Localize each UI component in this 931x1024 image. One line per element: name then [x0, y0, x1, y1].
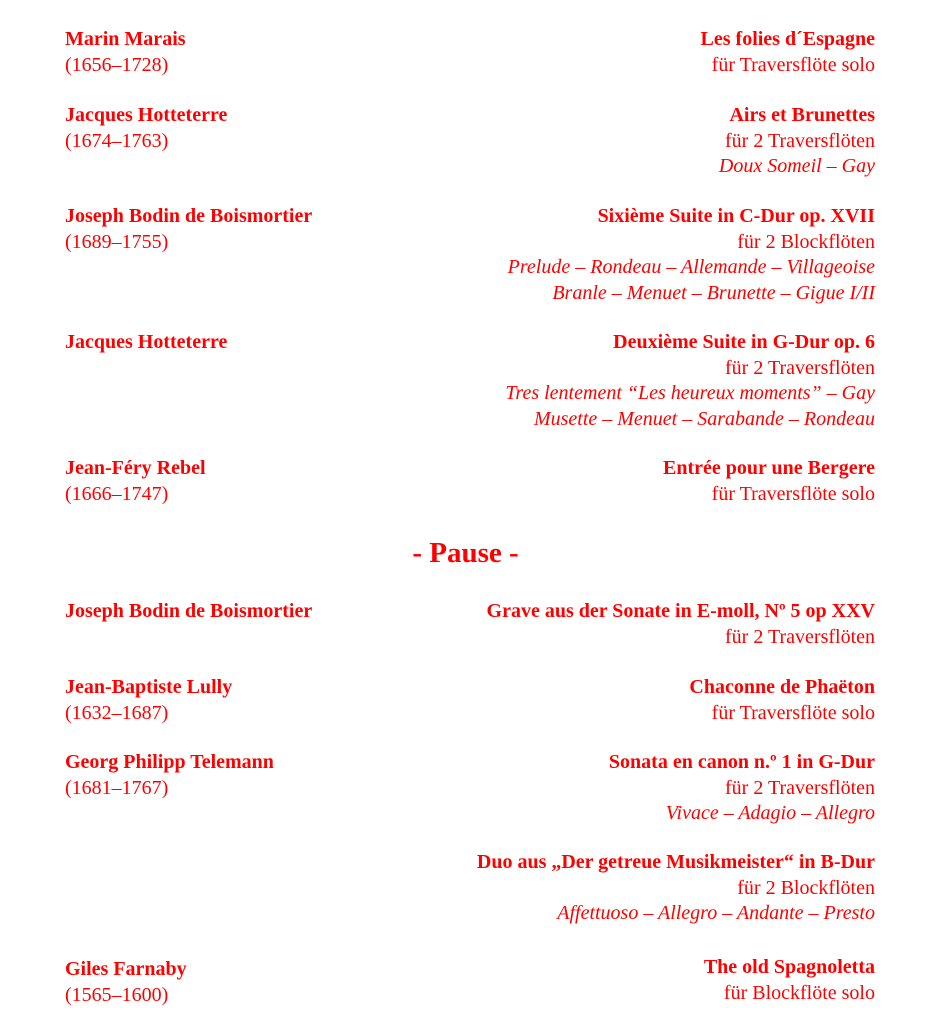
movements: Branle – Menuet – Brunette – Gigue I/II	[552, 281, 875, 304]
instrumentation: für 2 Blockflöten	[737, 876, 875, 899]
composer-dates: (1666–1747)	[65, 482, 169, 505]
work-title: Les folies d´Espagne	[700, 28, 875, 50]
composer-dates: (1674–1763)	[65, 129, 169, 152]
composer-dates: (1681–1767)	[65, 776, 169, 799]
work-title: Entrée pour une Bergere	[662, 457, 875, 479]
instrumentation: für 2 Blockflöten	[737, 230, 875, 253]
instrumentation: für Traversflöte solo	[711, 701, 875, 724]
composer-dates: (1565–1600)	[65, 983, 169, 1006]
composer-dates: (1656–1728)	[65, 53, 169, 76]
instrumentation: für Traversflöte solo	[711, 53, 875, 76]
work-title: The old Spagnoletta	[703, 956, 875, 978]
composer-name: Joseph Bodin de Boismortier	[65, 600, 313, 622]
work-title: Sonata en canon n.º 1 in G-Dur	[608, 751, 875, 773]
work-title: Deuxième Suite in G-Dur op. 6	[613, 331, 875, 353]
instrumentation: für Blockflöte solo	[723, 981, 875, 1004]
instrumentation: für 2 Traversflöten	[725, 625, 875, 648]
instrumentation: für 2 Traversflöten	[725, 356, 875, 379]
composer-name: Marin Marais	[65, 28, 186, 50]
composer-name: Jacques Hotteterre	[65, 104, 228, 126]
work-title: Duo aus „Der getreue Musikmeister“ in B-Dur	[476, 851, 875, 873]
composer-name: Jean-Féry Rebel	[65, 457, 206, 479]
composer-name: Jacques Hotteterre	[65, 331, 228, 353]
work-title: Airs et Brunettes	[729, 104, 875, 126]
movements: Tres lentement “Les heureux moments” – Gay	[505, 382, 875, 404]
movements: Musette – Menuet – Sarabande – Rondeau	[533, 407, 875, 430]
composer-name: Giles Farnaby	[65, 958, 187, 980]
instrumentation: für 2 Traversflöten	[725, 129, 875, 152]
movements: Doux Someil – Gay	[718, 155, 875, 177]
composer-name: Joseph Bodin de Boismortier	[65, 205, 313, 227]
composer-dates: (1632–1687)	[65, 701, 169, 724]
movements: Vivace – Adagio – Allegro	[665, 802, 875, 824]
work-title: Sixième Suite in C-Dur op. XVII	[597, 205, 875, 227]
composer-name: Jean-Baptiste Lully	[65, 676, 233, 698]
movements: Prelude – Rondeau – Allemande – Villageoise	[507, 256, 875, 278]
instrumentation: für Traversflöte solo	[711, 482, 875, 505]
composer-dates: (1689–1755)	[65, 230, 169, 253]
work-title: Grave aus der Sonate in E-moll, Nº 5 op XXV	[486, 600, 875, 622]
composer-name: Georg Philipp Telemann	[65, 751, 274, 773]
pause-heading: - Pause -	[412, 537, 519, 569]
movements: Affettuoso – Allegro – Andante – Presto	[557, 902, 875, 924]
instrumentation: für 2 Traversflöten	[725, 776, 875, 799]
work-title: Chaconne de Phaëton	[689, 676, 875, 698]
